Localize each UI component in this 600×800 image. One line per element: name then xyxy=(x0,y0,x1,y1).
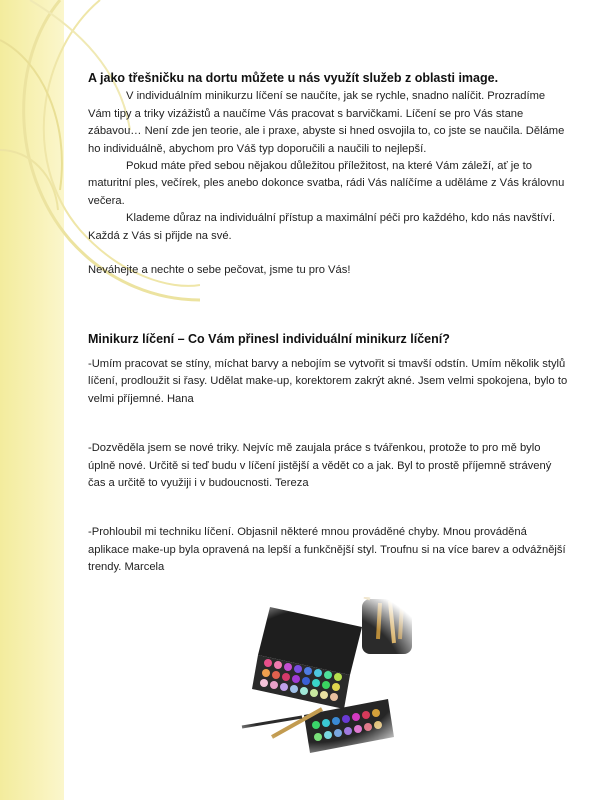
testimonial-marcela: -Prohloubil mi techniku líčení. Objasnil některé mnou prováděné chyby. Mnou prováděná aplikace make-up byla opravená na lepší a funkčnější styl. Troufnu si na více barev a odvážnější trendy. Marcela xyxy=(88,526,566,574)
intro-closing: Neváhejte a nechte o sebe pečovat, jsme tu pro Vás! xyxy=(88,264,351,277)
makeup-palette-photo xyxy=(212,597,418,755)
testimonial-hana: -Umím pracovat se stíny, míchat barvy a nebojím se vytvořit si tmavší odstín. Umím několik stylů líčení, prodloužit si řasy. Udělat make-up, korektorem zakrýt akné. Jsem velmi spokojena, bylo to velmi příjemné. Hana xyxy=(88,357,568,405)
main-content xyxy=(88,70,570,577)
intro-paragraph-2: Pokud máte před sebou nějakou důležitou příležitost, na které Vám záleží, ať je to maturitní ples, večírek, ples anebo dokonce svatba, rádi Vás nalíčíme a uděláme z Vás královnu večera. xyxy=(88,160,565,207)
intro-paragraph-1: V individuálním minikurzu líčení se naučíte, jak se rychle, snadno nalíčit. Prozradíme Vám tipy a triky vizážistů a naučíme Vás pracovat s barvičkami. Líčení se pro Vás stane zábavou… Není zde jen teorie, ale i praxe, abyste si hned osvojila to, co jste se naučila. Děláme ho individuálně, abychom pro Váš typ doporučili a naučili to nejlepší. xyxy=(88,90,565,155)
testimonial-tereza: -Dozvěděla jsem se nové triky. Nejvíc mě zaujala práce s tvářenkou, protože to pro mě bylo úplně nové. Určitě si teď budu v líčení jistější a vědět co a jak. Byl to prostě příjemně strávený čas a určitě to využiji i v budoucnosti. Tereza xyxy=(88,442,552,489)
intro-heading: A jako třešničku na dortu můžete u nás využít služeb z oblasti image. xyxy=(88,71,499,85)
intro-paragraph-3: Klademe důraz na individuální přístup a maximální péči pro každého, kdo nás navštíví. Každá z Vás si přijde na své. xyxy=(88,212,556,242)
testimonials-heading: Minikurz líčení – Co Vám přinesl individuální minikurz líčení? xyxy=(88,332,450,347)
